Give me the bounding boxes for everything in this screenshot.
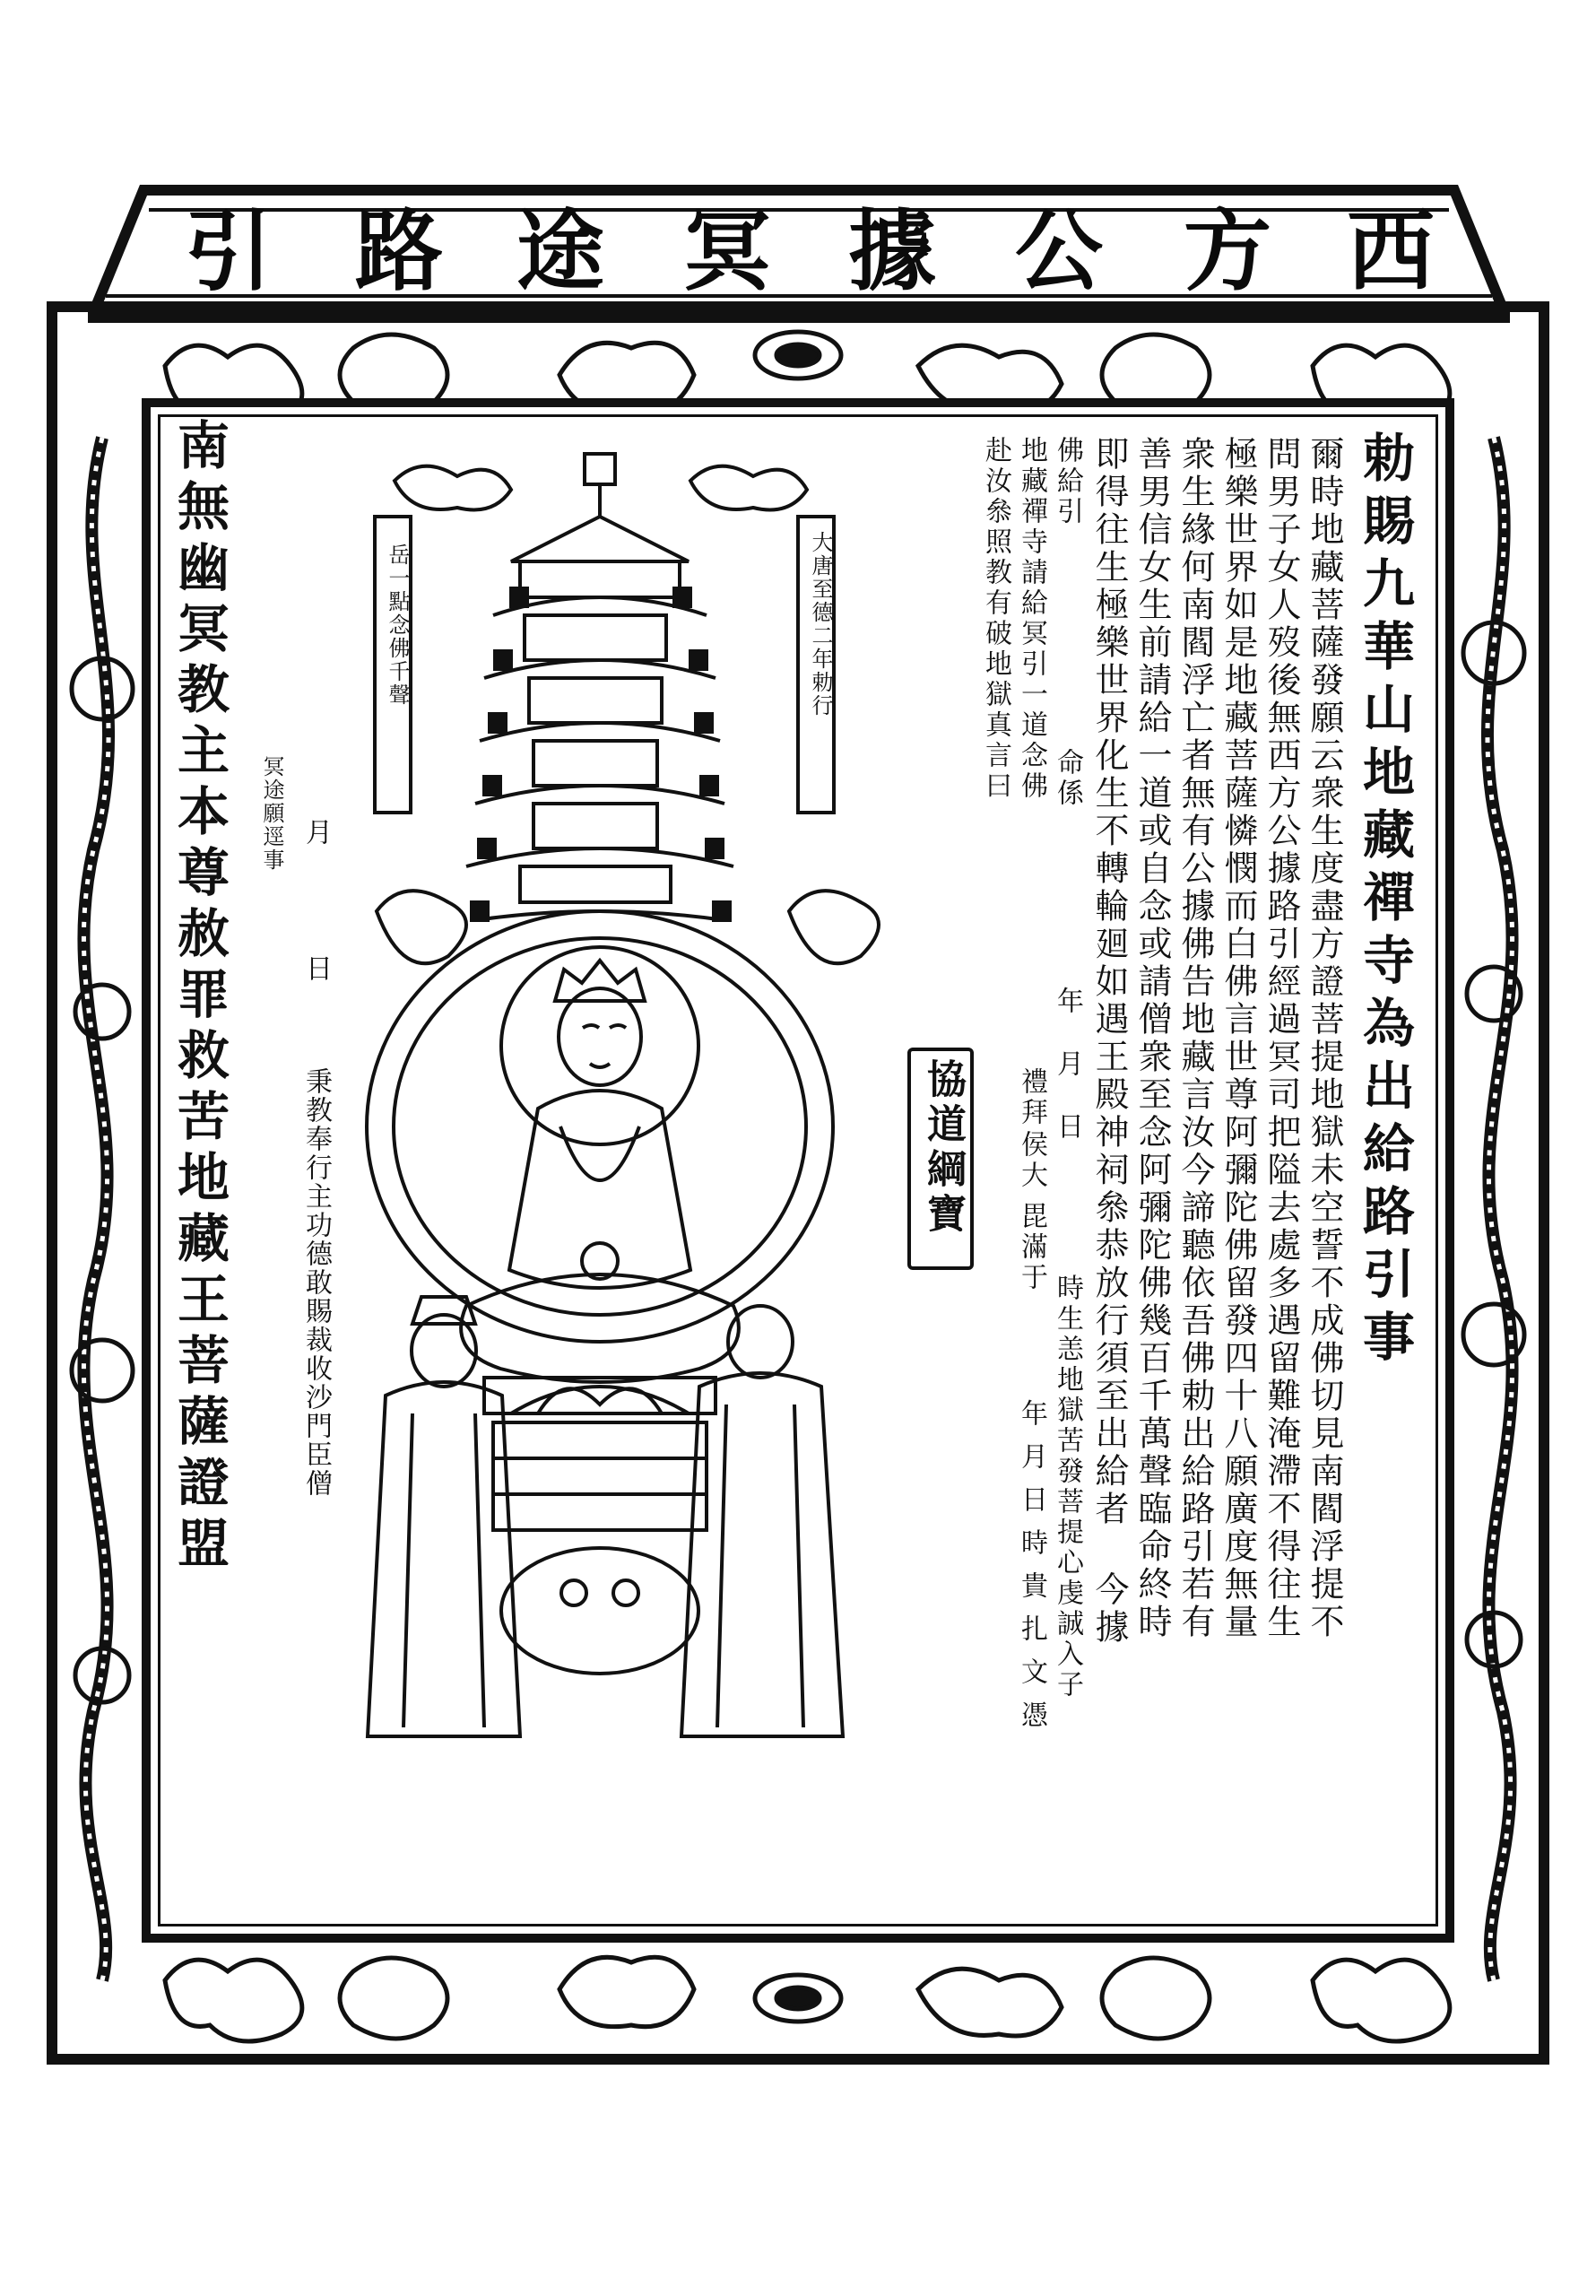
ksitigarbha-illustration <box>341 445 968 1844</box>
decree-line-4: 衆生緣何南閻浮亡者無有公據佛告地藏言汝今諦聽依吾佛勅出給路引若有 <box>1175 436 1215 1641</box>
seal-text: 協道綱寶 <box>920 1058 966 1238</box>
banner-char-5: 冥 <box>682 200 771 303</box>
decree-line-3: 極樂世界如是地藏菩薩憐憫而白佛言世尊阿彌陀佛留發四十八願廣度無量 <box>1219 436 1258 1641</box>
decree-col-h: 毘滿于 <box>1016 1202 1047 1293</box>
banner-char-6: 途 <box>516 200 604 303</box>
decree-col-f: 年月日 <box>1052 987 1083 1175</box>
decree-col-b: 地藏禪寺請給冥引一道念佛 <box>1016 436 1047 802</box>
dedication-bottom-line: 秉教奉行主功德敢賜裁收沙門臣僧 <box>300 1067 332 1498</box>
banner-label-right: 大唐至德二年勅行 <box>808 531 833 718</box>
decree-line-6: 即得往生極樂世界化生不轉輪廻如遇王殿神祠叅恭放行須至出給者 今據 <box>1089 436 1129 1647</box>
banner-char-7: 路 <box>354 200 443 303</box>
decree-line-1: 爾時地藏菩薩發願云衆生度盡方證菩提地獄未空誓不成佛切見南閻浮提不 <box>1305 436 1344 1641</box>
decree-col-c: 赴汝叅照教有破地獄真言曰 <box>980 436 1011 802</box>
decree-col-d: 命係 <box>1052 748 1083 809</box>
banner-label-left: 岳一點念佛千聲 <box>385 544 410 707</box>
decree-line-2: 問男子女人歿後無西方公據路引經過冥司把隘去處多遇留難淹滯不得往生 <box>1262 436 1301 1641</box>
dedication-month: 月 <box>300 818 332 848</box>
banner-char-4: 據 <box>847 200 936 303</box>
dedication-small-note: 冥途願逕事 <box>259 755 284 872</box>
banner-char-1: 西 <box>1346 200 1435 303</box>
dedication-column: 南無幽冥教主本尊赦罪救苦地藏王菩薩證盟 <box>169 418 230 1577</box>
banner-char-3: 公 <box>1014 200 1103 303</box>
dedication-day: 日 <box>300 954 332 985</box>
decree-col-i: 時生恙地獄苦發菩提心虔誠入子 <box>1052 1274 1083 1700</box>
decree-title: 勅賜九華山地藏禪寺為出給路引事 <box>1354 430 1415 1372</box>
banner-char-2: 方 <box>1183 200 1271 303</box>
banner-char-8: 引 <box>184 200 273 303</box>
decree-line-5: 善男信女生前請給一道或自念或請僧衆至念阿彌陀佛幾百千萬聲臨命終時 <box>1132 436 1172 1641</box>
decree-col-g: 侯大 <box>1016 1130 1047 1191</box>
decree-col-a: 佛給引 <box>1052 436 1083 527</box>
decree-col-e: 禮拜 <box>1016 1067 1047 1128</box>
seal-stamp <box>907 1048 974 1270</box>
decree-col-j: 年月日時貴扎文憑 <box>1016 1399 1047 1744</box>
